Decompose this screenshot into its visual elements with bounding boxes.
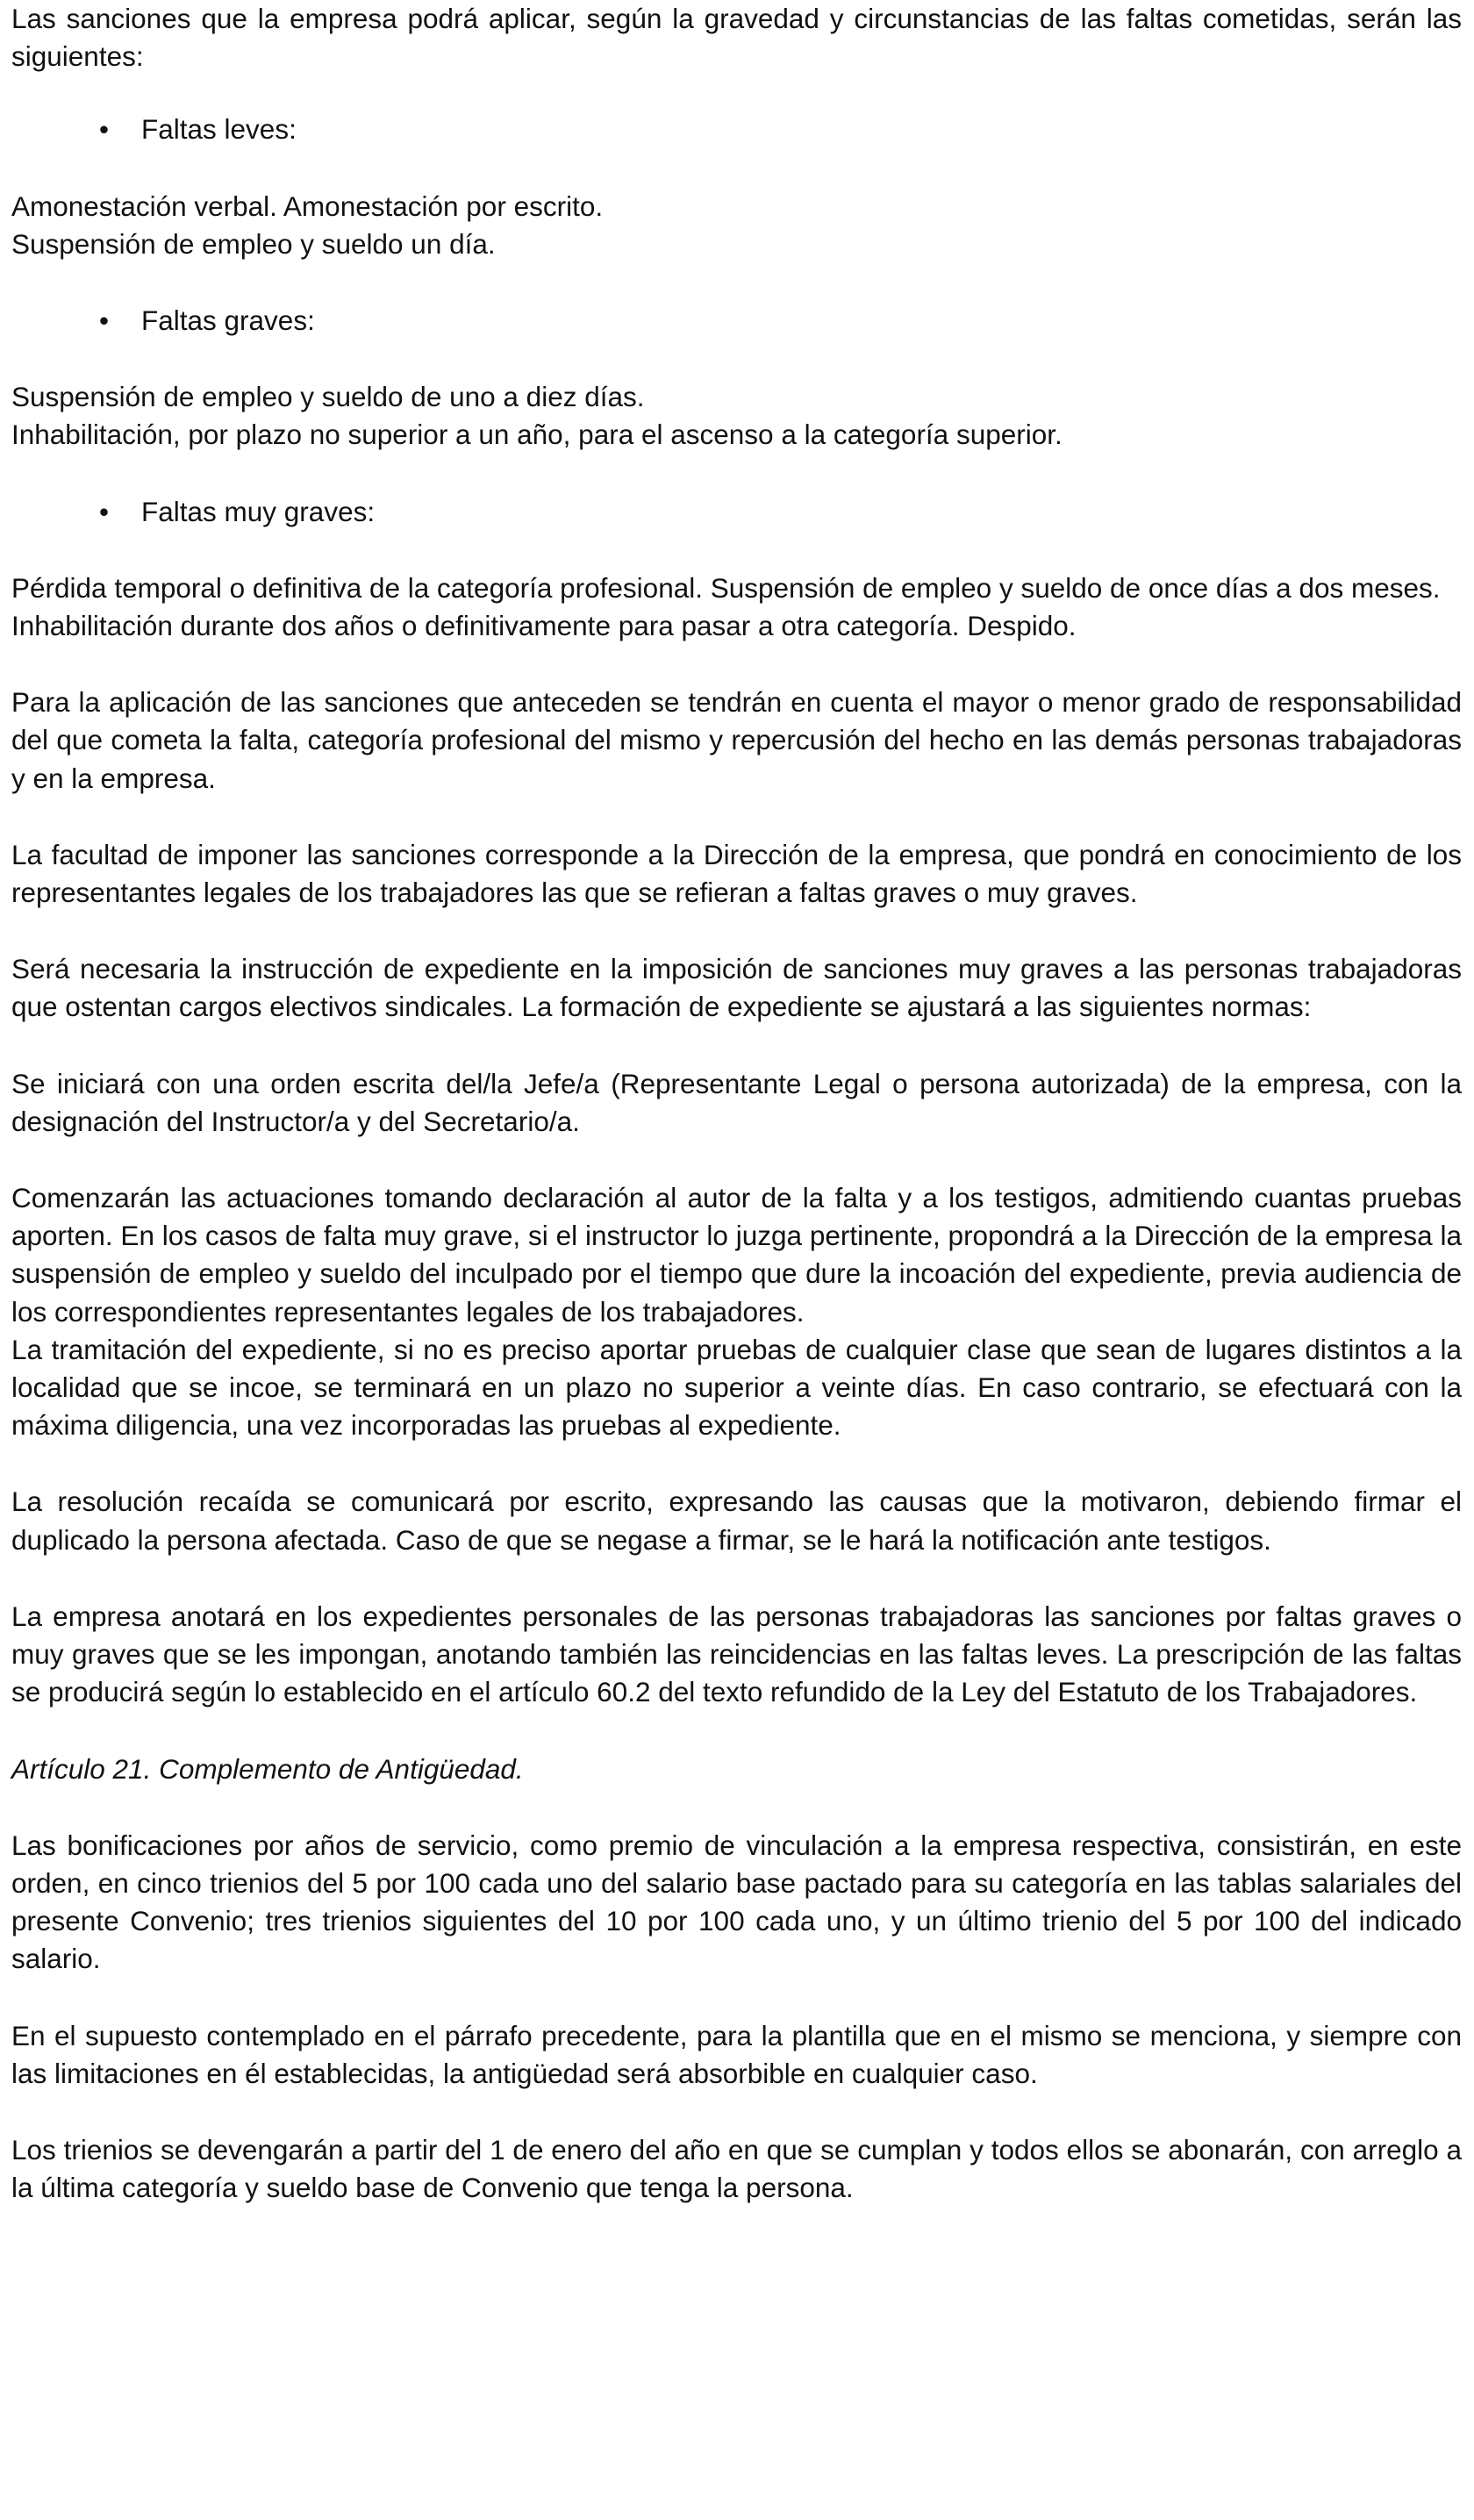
category-heading-label: Faltas leves: (141, 113, 297, 146)
category-heading-leves (11, 111, 1462, 148)
body-paragraph: Comenzarán las actuaciones tomando declaración al autor de la falta y a los testigos, admitiendo cuantas pruebas aporten. En los casos de falta muy grave, si el instructor lo juzga pertinente, propondrá a la Dirección de la empresa la suspensión de empleo y sueldo del inculpado por el tiempo que dure la incoación del expediente, previa audiencia de los correspondientes representantes legales de los trabajadores. (11, 1182, 1462, 1328)
sanction-line: Inhabilitación durante dos años o definitivamente para pasar a otra categoría. Despido. (11, 610, 1077, 642)
body-paragraph: La facultad de imponer las sanciones corresponde a la Dirección de la empresa, que pondrá en conocimiento de los representantes legales de los trabajadores las que se refieran a faltas graves o muy graves. (11, 838, 1462, 909)
body-paragraph: La tramitación del expediente, si no es preciso aportar pruebas de cualquier clase que sean de lugares distintos a la localidad que se incoe, se terminará en un plazo no superior a veinte días. En caso contrario, se efectuará con la máxima diligencia, una vez incorporadas las pruebas al expediente. (11, 1333, 1462, 1442)
category-heading-muy-graves (11, 493, 1462, 531)
bullet-icon: • (99, 495, 110, 527)
category-heading-label: Faltas muy graves: (141, 495, 376, 527)
category-heading-label: Faltas graves: (141, 304, 315, 337)
bullet-icon: • (99, 304, 110, 337)
article-paragraph: Las bonificaciones por años de servicio, como premio de vinculación a la empresa respectiva, consistirán, en este orden, en cinco trienios del 5 por 100 cada uno del salario base pactado para su categoría en las tablas salariales del presente Convenio; tres trienios siguientes del 10 por 100 cada uno, y un último trienio del 5 por 100 del indicado salario. (11, 1829, 1462, 1975)
sanction-line: Suspensión de empleo y sueldo de uno a diez días. (11, 381, 645, 413)
sanction-line: Pérdida temporal o definitiva de la categoría profesional. Suspensión de empleo y sueldo de once días a dos meses. (11, 571, 1441, 604)
article-heading: Artículo 21. Complemento de Antigüedad. (11, 1752, 524, 1785)
document-page (11, 0, 1462, 2207)
sanction-line: Suspensión de empleo y sueldo un día. (11, 227, 496, 260)
body-paragraph: La resolución recaída se comunicará por escrito, expresando las causas que la motivaron, debiendo firmar el duplicado la persona afectada. Caso de que se negase a firmar, se le hará la notificación ante testigos. (11, 1486, 1462, 1556)
article-paragraph: En el supuesto contemplado en el párrafo precedente, para la plantilla que en el mismo se menciona, y siempre con las limitaciones en él establecidas, la antigüedad será absorbible en cualquier caso. (11, 2019, 1462, 2089)
bullet-icon: • (99, 113, 110, 146)
article-paragraph: Los trienios se devengarán a partir del 1 de enero del año en que se cumplan y todos ellos se abonarán, con arreglo a la última categoría y sueldo base de Convenio que tenga la persona. (11, 2133, 1462, 2204)
category-heading-graves (11, 302, 1462, 340)
intro-paragraph: Las sanciones que la empresa podrá aplicar, según la gravedad y circunstancias de las faltas cometidas, serán las siguientes: (11, 3, 1462, 73)
sanction-line: Amonestación verbal. Amonestación por escrito. (11, 190, 604, 222)
body-paragraph: Se iniciará con una orden escrita del/la Jefe/a (Representante Legal o persona autorizada) de la empresa, con la designación del Instructor/a y del Secretario/a. (11, 1067, 1462, 1137)
sanction-line: Inhabilitación, por plazo no superior a un año, para el ascenso a la categoría superior. (11, 419, 1063, 451)
body-paragraph: La empresa anotará en los expedientes personales de las personas trabajadoras las sanciones por faltas graves o muy graves que se les impongan, anotando también las reincidencias en las faltas leves. La prescripción de las faltas se producirá según lo establecido en el artículo 60.2 del texto refundido de la Ley del Estatuto de los Trabajadores. (11, 1600, 1462, 1708)
body-paragraph: Será necesaria la instrucción de expediente en la imposición de sanciones muy graves a las personas trabajadoras que ostentan cargos electivos sindicales. La formación de expediente se ajustará a las siguientes normas: (11, 953, 1462, 1023)
body-paragraph: Para la aplicación de las sanciones que anteceden se tendrán en cuenta el mayor o menor grado de responsabilidad del que cometa la falta, categoría profesional del mismo y repercusión del hecho en las demás personas trabajadoras y en la empresa. (11, 686, 1462, 794)
